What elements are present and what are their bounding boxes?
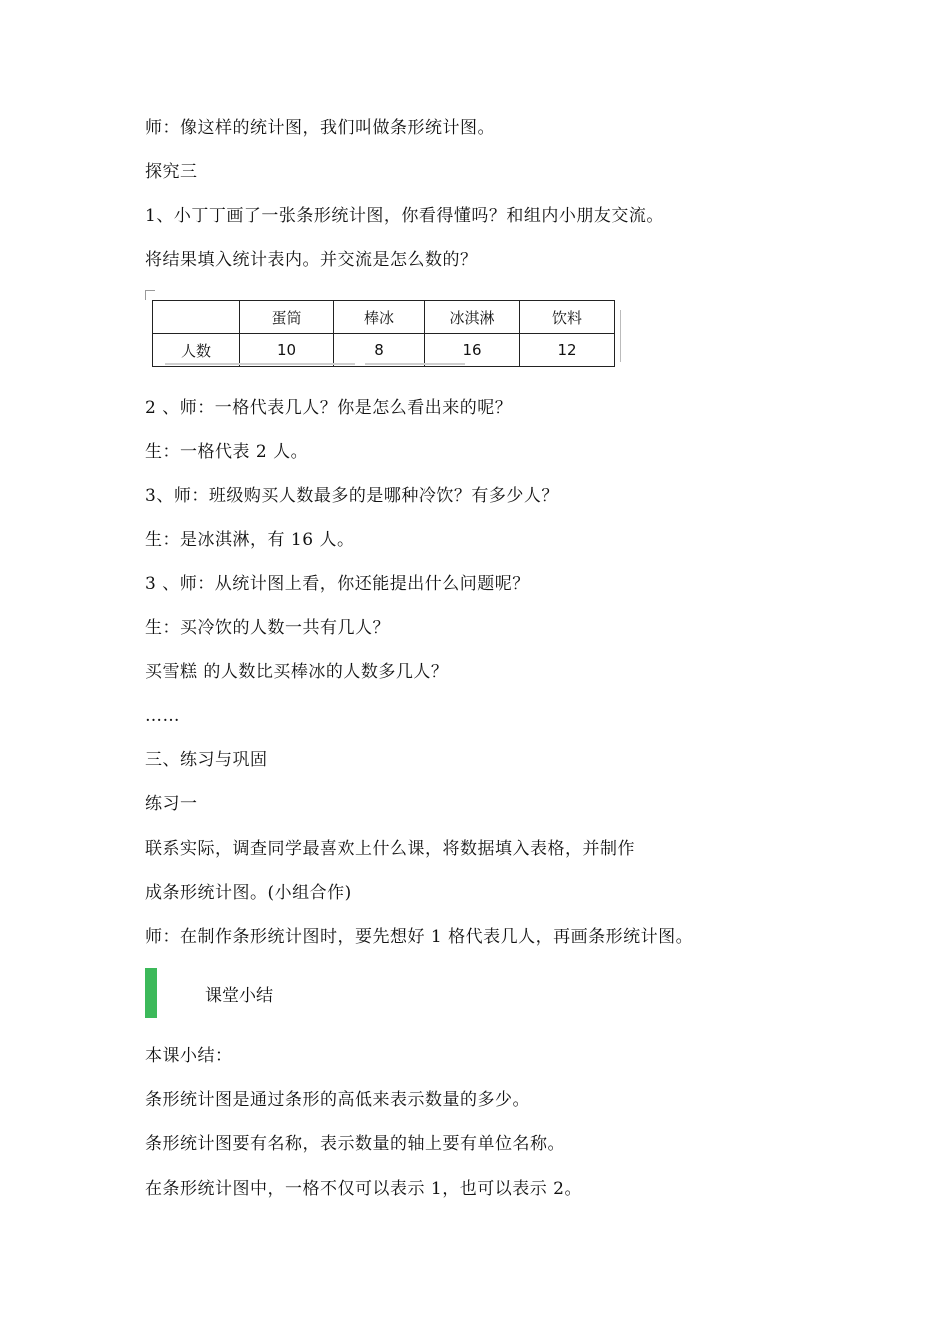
line-15: 联系实际，调查同学最喜欢上什么课，将数据填入表格，并制作 — [145, 839, 635, 859]
line-10: 生：买冷饮的人数一共有几人？ — [145, 618, 390, 638]
line-2: 探究三 — [145, 162, 198, 182]
header-cell: 饮料 — [520, 301, 615, 334]
section-title: 课堂小结 — [205, 986, 273, 1006]
line-20: 条形统计图要有名称，表示数量的轴上要有单位名称。 — [145, 1134, 565, 1154]
value-cell: 8 — [334, 334, 425, 367]
line-16: 成条形统计图。(小组合作) — [145, 883, 352, 903]
table-row — [153, 334, 615, 367]
header-cell: 冰淇淋 — [425, 301, 520, 334]
row-label-cell: 人数 — [153, 334, 240, 367]
line-21: 在条形统计图中，一格不仅可以表示 1，也可以表示 2。 — [145, 1179, 582, 1199]
line-12: …… — [145, 706, 180, 726]
table-edge-line — [620, 310, 621, 362]
line-19: 条形统计图是通过条形的高低来表示数量的多少。 — [145, 1090, 530, 1110]
value-cell: 12 — [520, 334, 615, 367]
table-anchor-mark — [145, 290, 155, 300]
line-3: 1、小丁丁画了一张条形统计图，你看得懂吗？和组内小朋友交流。 — [145, 206, 664, 226]
section-accent-bar — [145, 968, 157, 1018]
header-cell: 蛋筒 — [240, 301, 334, 334]
line-14: 练习一 — [145, 794, 198, 814]
stats-table — [152, 300, 615, 367]
scan-artifact — [365, 363, 465, 365]
value-cell: 10 — [240, 334, 334, 367]
scan-artifact — [165, 363, 355, 365]
line-7: 3、师：班级购买人数最多的是哪种冷饮？有多少人？ — [145, 486, 559, 506]
line-4: 将结果填入统计表内。并交流是怎么数的？ — [145, 250, 478, 270]
stats-table-wrap — [145, 290, 623, 372]
line-1: 师：像这样的统计图，我们叫做条形统计图。 — [145, 118, 495, 138]
line-13: 三、练习与巩固 — [145, 750, 268, 770]
table-header-row — [153, 301, 615, 334]
line-9: 3 、师：从统计图上看，你还能提出什么问题呢？ — [145, 574, 530, 594]
header-cell — [153, 301, 240, 334]
line-6: 生：一格代表 2 人。 — [145, 442, 309, 462]
line-8: 生：是冰淇淋，有 16 人。 — [145, 530, 355, 550]
header-cell: 棒冰 — [334, 301, 425, 334]
line-18: 本课小结： — [145, 1046, 233, 1066]
line-17: 师：在制作条形统计图时，要先想好 1 格代表几人，再画条形统计图。 — [145, 927, 694, 947]
line-11: 买雪糕 的人数比买棒冰的人数多几人？ — [145, 662, 449, 682]
value-cell: 16 — [425, 334, 520, 367]
line-5: 2 、师：一格代表几人？你是怎么看出来的呢？ — [145, 398, 513, 418]
